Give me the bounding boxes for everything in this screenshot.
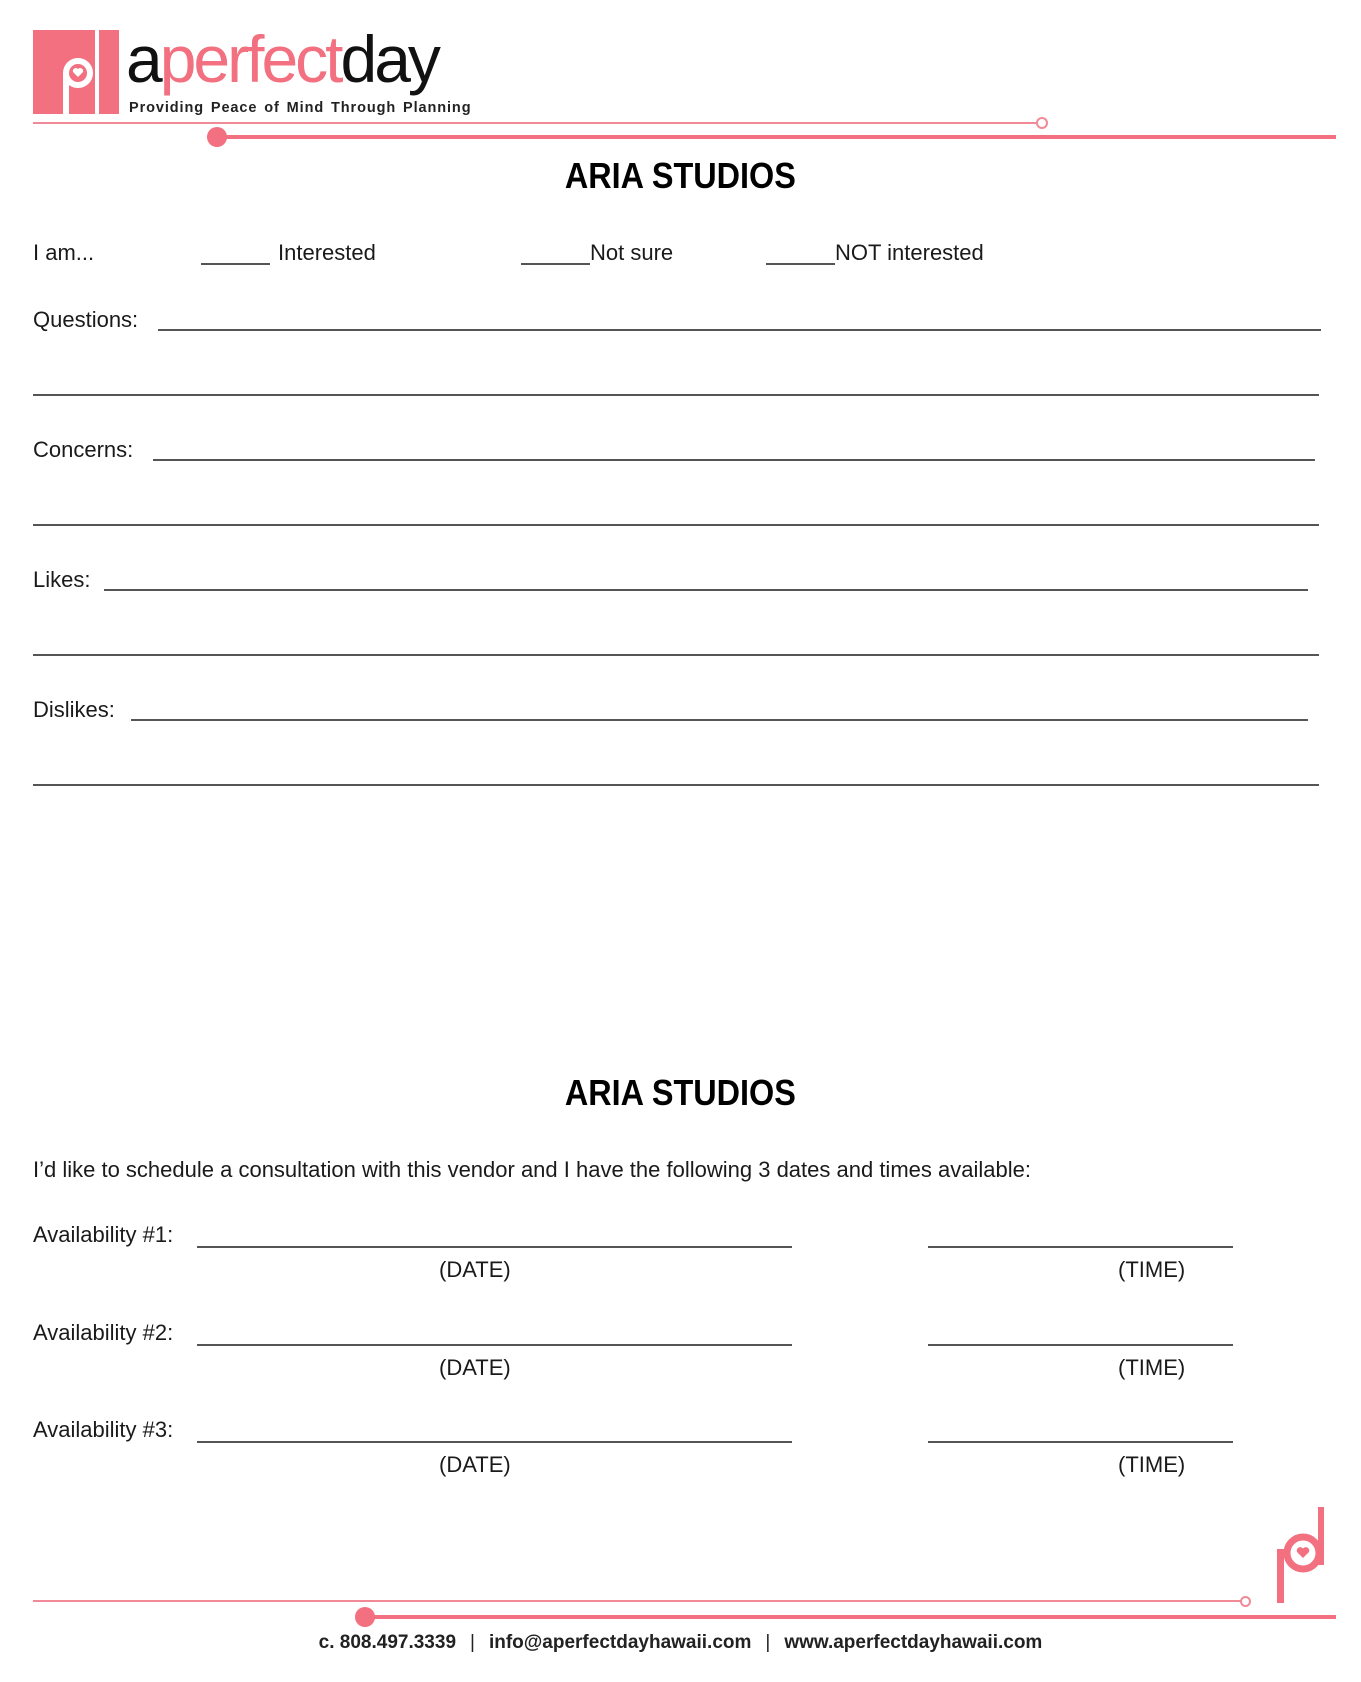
availability-3-label: Availability #3: bbox=[33, 1417, 174, 1442]
footer-separator: | bbox=[470, 1632, 475, 1653]
not-interested-blank[interactable] bbox=[766, 263, 835, 265]
header-thick-rule bbox=[218, 135, 1336, 139]
availability-1-time-line[interactable] bbox=[928, 1246, 1233, 1248]
availability-1-date-caption: (DATE) bbox=[439, 1257, 511, 1282]
questions-line-1[interactable] bbox=[158, 329, 1321, 331]
section2-title: ARIA STUDIOS bbox=[564, 1072, 797, 1113]
availability-2-time-line[interactable] bbox=[928, 1344, 1233, 1346]
questions-label: Questions: bbox=[33, 307, 139, 332]
concerns-line-1[interactable] bbox=[153, 459, 1315, 461]
dislikes-line-2[interactable] bbox=[33, 784, 1319, 786]
header-thin-rule bbox=[33, 122, 1039, 124]
brand-wordmark bbox=[126, 22, 438, 96]
questions-line-2[interactable] bbox=[33, 394, 1319, 396]
footer-rule-end-circle-icon bbox=[1240, 1596, 1251, 1607]
availability-2-label: Availability #2: bbox=[33, 1320, 174, 1345]
availability-1-time-caption: (TIME) bbox=[1118, 1257, 1186, 1282]
not-interested-option: NOT interested bbox=[835, 240, 984, 265]
brand-tagline: Providing Peace of Mind Through Planning bbox=[129, 100, 472, 116]
likes-line-2[interactable] bbox=[33, 654, 1319, 656]
interested-blank[interactable] bbox=[201, 263, 270, 265]
dislikes-label: Dislikes: bbox=[33, 697, 115, 722]
availability-3-date-caption: (DATE) bbox=[439, 1452, 511, 1477]
footer-phone: c. 808.497.3339 bbox=[318, 1632, 457, 1653]
availability-3-time-line[interactable] bbox=[928, 1441, 1233, 1443]
not-sure-option: Not sure bbox=[590, 240, 674, 265]
availability-1-date-line[interactable] bbox=[197, 1246, 792, 1248]
wordmark-a: a bbox=[126, 22, 160, 96]
contact-line bbox=[0, 1632, 1361, 1654]
logo-mark-icon bbox=[33, 30, 119, 114]
wordmark-perfect: perfect bbox=[159, 22, 341, 96]
footer-separator: | bbox=[765, 1632, 771, 1653]
wordmark-day: day bbox=[340, 22, 438, 96]
availability-2-date-caption: (DATE) bbox=[439, 1355, 511, 1380]
not-sure-blank[interactable] bbox=[521, 263, 590, 265]
header-rule-end-circle-icon bbox=[1036, 117, 1048, 129]
scheduling-intro: I’d like to schedule a consultation with this vendor and I have the following 3 dates and times available: bbox=[33, 1157, 1031, 1182]
footer-website-link[interactable]: www.aperfectdayhawaii.com bbox=[784, 1632, 1043, 1653]
footer-thin-rule bbox=[33, 1600, 1242, 1602]
availability-2-time-caption: (TIME) bbox=[1118, 1355, 1186, 1380]
availability-1-label: Availability #1: bbox=[33, 1222, 174, 1247]
footer-thick-rule bbox=[365, 1615, 1336, 1619]
footer-rule-dot-icon bbox=[355, 1607, 375, 1627]
concerns-label: Concerns: bbox=[33, 437, 134, 462]
availability-2-date-line[interactable] bbox=[197, 1344, 792, 1346]
availability-3-time-caption: (TIME) bbox=[1118, 1452, 1186, 1477]
section1-title: ARIA STUDIOS bbox=[564, 155, 797, 196]
interested-option: Interested bbox=[278, 240, 376, 265]
concerns-line-2[interactable] bbox=[33, 524, 1319, 526]
header-rule-dot-icon bbox=[207, 127, 227, 147]
likes-line-1[interactable] bbox=[104, 589, 1308, 591]
pd-monogram-icon bbox=[1268, 1507, 1330, 1603]
availability-3-date-line[interactable] bbox=[197, 1441, 792, 1443]
interest-label: I am... bbox=[33, 240, 95, 265]
dislikes-line-1[interactable] bbox=[131, 719, 1308, 721]
likes-label: Likes: bbox=[33, 567, 91, 592]
footer-email-link[interactable]: info@aperfectdayhawaii.com bbox=[488, 1632, 752, 1653]
